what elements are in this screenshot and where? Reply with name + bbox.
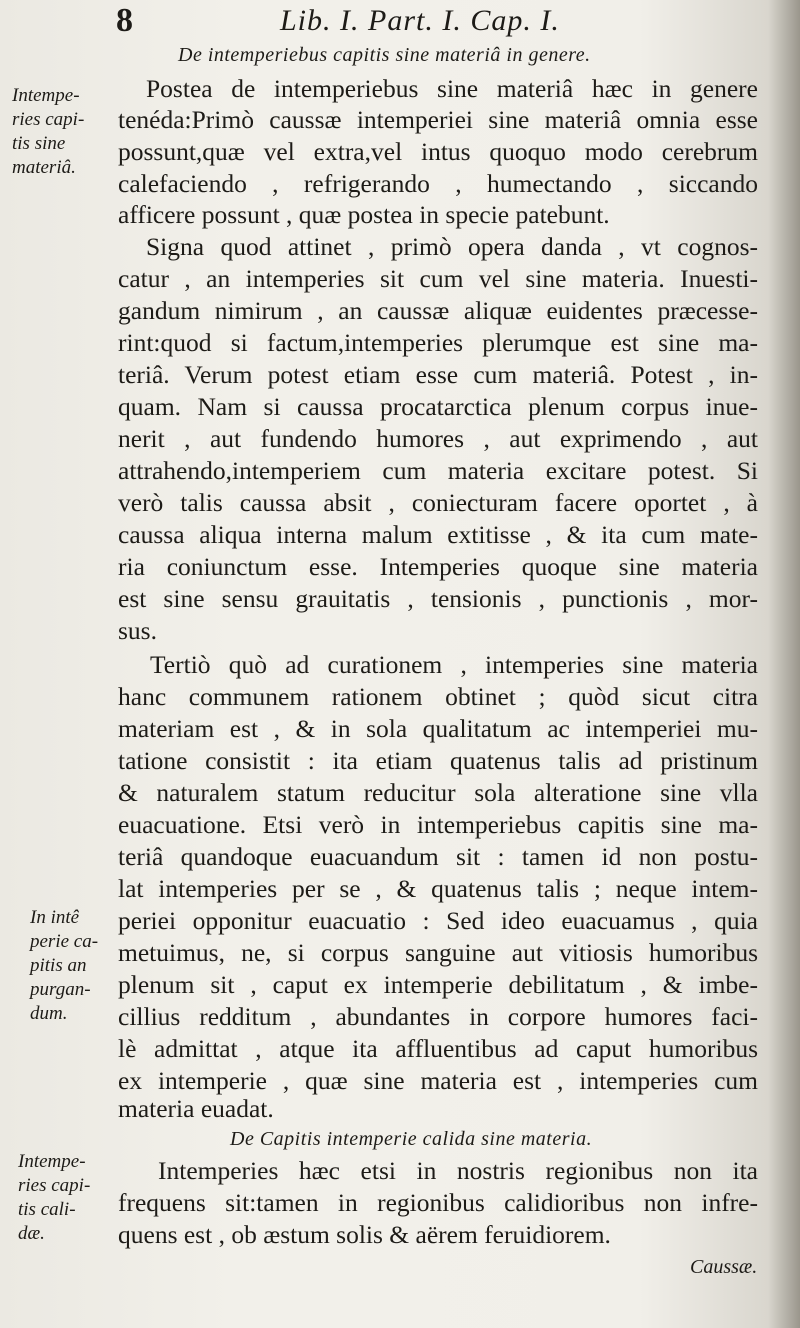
text-line: gandum nimirum , an caussæ aliquæ euidentes præcesse- — [118, 296, 758, 325]
text-line: nerit , aut fundendo humores , aut exprimendo , aut — [118, 424, 758, 453]
catchword: Caussæ. — [690, 1256, 758, 1278]
text-line: plenum sit , caput ex intemperie debilitatum , & imbe- — [118, 970, 758, 999]
section-heading: De intemperiebus capitis sine materiâ in genere. — [178, 44, 591, 66]
margin-note-line: purgan- — [30, 979, 91, 1000]
text-line: teriâ. Verum potest etiam esse cum materiâ. Potest , in- — [118, 360, 758, 389]
text-line: & naturalem statum reducitur sola alteratione sine vlla — [118, 778, 758, 807]
text-line: lat intemperies per se , & quatenus talis ; neque intem- — [118, 874, 758, 903]
text-line: Tertiò quò ad curationem , intemperies sine materia — [150, 650, 758, 679]
text-line: ria coniunctum esse. Intemperies quoque sine materia — [118, 552, 758, 581]
text-line: tenéda:Primò caussæ intemperiei sine materiâ omnia esse — [118, 105, 758, 134]
text-line: frequens sit:tamen in regionibus calidioribus non infre- — [118, 1188, 758, 1217]
margin-note-line: materiâ. — [12, 157, 76, 178]
text-line: periei opponitur euacuatio : Sed ideo euacuamus , quia — [118, 906, 758, 935]
text-line: est sine sensu grauitatis , tensionis , punctionis , mor- — [118, 584, 758, 613]
text-line: Intemperies hæc etsi in nostris regionibus non ita — [158, 1156, 758, 1185]
text-line: materia euadat. — [118, 1094, 274, 1123]
text-line: catur , an intemperies sit cum vel sine materia. Inuesti- — [118, 264, 758, 293]
text-line: teriâ quandoque euacuandum sit : tamen id non postu- — [118, 842, 758, 871]
text-line: ex intemperie , quæ sine materia est , intemperies cum — [118, 1066, 758, 1095]
margin-note-line: dæ. — [18, 1223, 45, 1244]
margin-note-line: dum. — [30, 1003, 68, 1024]
text-line: possunt,quæ vel extra,vel intus quoquo modo cerebrum — [118, 137, 758, 166]
margin-note — [12, 84, 84, 180]
text-line: tatione consistit : ita etiam quatenus talis ad pristinum — [118, 746, 758, 775]
margin-note-line: perie ca- — [30, 931, 99, 952]
text-line: Signa quod attinet , primò opera danda , vt cognos- — [146, 232, 758, 261]
text-line: quens est , ob æstum solis & aërem feruidiorem. — [118, 1220, 611, 1249]
margin-note-line: ries capi- — [12, 109, 85, 130]
text-line: caussa aliqua interna malum extitisse , & ita cum mate- — [118, 520, 758, 549]
text-line: sus. — [118, 616, 157, 645]
margin-note-line: Intempe- — [12, 85, 80, 106]
text-line: calefaciendo , refrigerando , humectando , siccando — [118, 169, 758, 198]
margin-note-line: pitis an — [30, 955, 87, 976]
text-line: afficere possunt , quæ postea in specie patebunt. — [118, 200, 610, 229]
margin-note-line: tis cali- — [18, 1199, 76, 1220]
margin-note — [30, 906, 98, 1026]
text-line: euacuatione. Etsi verò in intemperiebus capitis sine ma- — [118, 810, 758, 839]
margin-note — [18, 1150, 90, 1246]
margin-note-line: ries capi- — [18, 1175, 91, 1196]
section-heading: De Capitis intemperie calida sine materia. — [230, 1128, 593, 1150]
margin-note-line: Intempe- — [18, 1151, 86, 1172]
text-line: lè admittat , atque ita affluentibus ad caput humoribus — [118, 1034, 758, 1063]
text-line: rint:quod si factum,intemperies plerumque est sine ma- — [118, 328, 758, 357]
running-title: Lib. I. Part. I. Cap. I. — [280, 4, 560, 37]
text-line: metuimus, ne, si corpus sanguine aut vitiosis humoribus — [118, 938, 758, 967]
margin-note-line: tis sine — [12, 133, 66, 154]
text-line: cillius redditum , abundantes in corpore humores faci- — [118, 1002, 758, 1031]
text-line: verò talis caussa absit , coniecturam facere oportet , à — [118, 488, 758, 517]
text-line: quam. Nam si caussa procatarctica plenum corpus inue- — [118, 392, 758, 421]
text-line: attrahendo,intemperiem cum materia excitare potest. Si — [118, 456, 758, 485]
text-line: hanc communem rationem obtinet ; quòd sicut citra — [118, 682, 758, 711]
margin-note-line: In intê — [30, 907, 80, 928]
text-line: Postea de intemperiebus sine materiâ hæc in genere — [146, 74, 758, 103]
text-line: materiam est , & in sola qualitatum ac intemperiei mu- — [118, 714, 758, 743]
page-number: 8 — [116, 2, 133, 39]
